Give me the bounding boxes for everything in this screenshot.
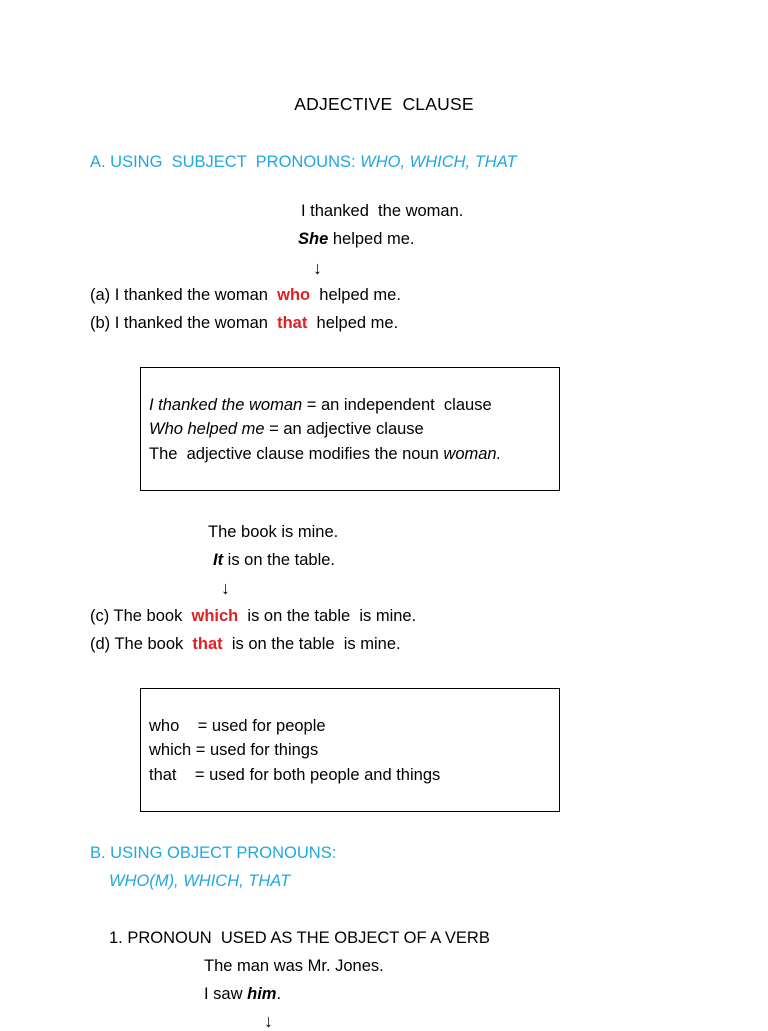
section-b-sentence2-pronoun: him <box>247 985 277 1003</box>
box2-line3: that = used for both people and things <box>149 766 441 784</box>
example-d-suffix: is on the table is mine. <box>222 635 401 653</box>
box1-line1 <box>149 395 492 415</box>
box1-line3-italic: woman. <box>443 445 502 463</box>
box1-line2-italic: Who helped me <box>149 420 265 438</box>
example-c-prefix: (c) The book <box>90 607 192 625</box>
example-b-prefix: (b) I thanked the woman <box>90 314 278 332</box>
page-title: ADJECTIVE CLAUSE <box>294 94 474 114</box>
box1-line3 <box>149 444 501 464</box>
box1-line3-rest: The adjective clause modifies the noun <box>149 445 444 463</box>
example-b-line <box>90 313 398 333</box>
example-a-prefix: (a) I thanked the woman <box>90 286 278 304</box>
section-a-heading <box>90 152 517 172</box>
down-arrow-icon: ↓ <box>264 1011 273 1031</box>
section-b-subheading: 1. PRONOUN USED AS THE OBJECT OF A VERB <box>109 929 490 947</box>
example-d-pronoun: that <box>192 635 223 653</box>
example-a-pronoun: who <box>277 286 311 304</box>
example-c-pronoun: which <box>191 607 239 625</box>
section-b-sentence2-start: I saw <box>204 985 248 1003</box>
example2-sentence2-rest: is on the table. <box>223 551 336 569</box>
example1-sentence2-rest: helped me. <box>328 230 415 248</box>
example1-sentence2-pronoun: She <box>298 230 329 248</box>
example-c-line <box>90 606 416 626</box>
example1-sentence2 <box>298 229 415 249</box>
section-b-sentence2-end: . <box>276 985 282 1003</box>
box2-line1: who = used for people <box>149 717 326 735</box>
down-arrow-icon: ↓ <box>313 258 322 278</box>
box1-line2 <box>149 419 424 439</box>
example-d-prefix: (d) The book <box>90 635 193 653</box>
section-b-heading: B. USING OBJECT PRONOUNS: <box>90 844 337 862</box>
example-a-suffix: helped me. <box>310 286 401 304</box>
pronoun-usage-box <box>140 688 560 812</box>
section-a-heading-pronouns: WHO, WHICH, THAT <box>360 153 517 171</box>
example2-sentence2 <box>213 550 335 570</box>
example-b-suffix: helped me. <box>307 314 399 332</box>
example-d-line <box>90 634 401 654</box>
example2-sentence1: The book is mine. <box>208 523 339 541</box>
section-b-pronouns: WHO(M), WHICH, THAT <box>109 872 291 890</box>
box1-line1-italic: I thanked the woman <box>149 396 303 414</box>
box1-line2-rest: = an adjective clause <box>264 420 424 438</box>
section-b-sentence2 <box>204 984 281 1004</box>
clause-explanation-box <box>140 367 560 491</box>
example-b-pronoun: that <box>277 314 308 332</box>
box1-line1-rest: = an independent clause <box>302 396 492 414</box>
example-a-line <box>90 285 401 305</box>
example-c-suffix: is on the table is mine. <box>238 607 417 625</box>
section-b-sentence1: The man was Mr. Jones. <box>204 957 384 975</box>
down-arrow-icon: ↓ <box>221 578 230 598</box>
box2-line2: which = used for things <box>149 741 319 759</box>
example1-sentence1: I thanked the woman. <box>301 202 464 220</box>
example2-sentence2-pronoun: It <box>213 551 224 569</box>
section-a-heading-prefix: A. USING SUBJECT PRONOUNS: <box>90 153 361 171</box>
